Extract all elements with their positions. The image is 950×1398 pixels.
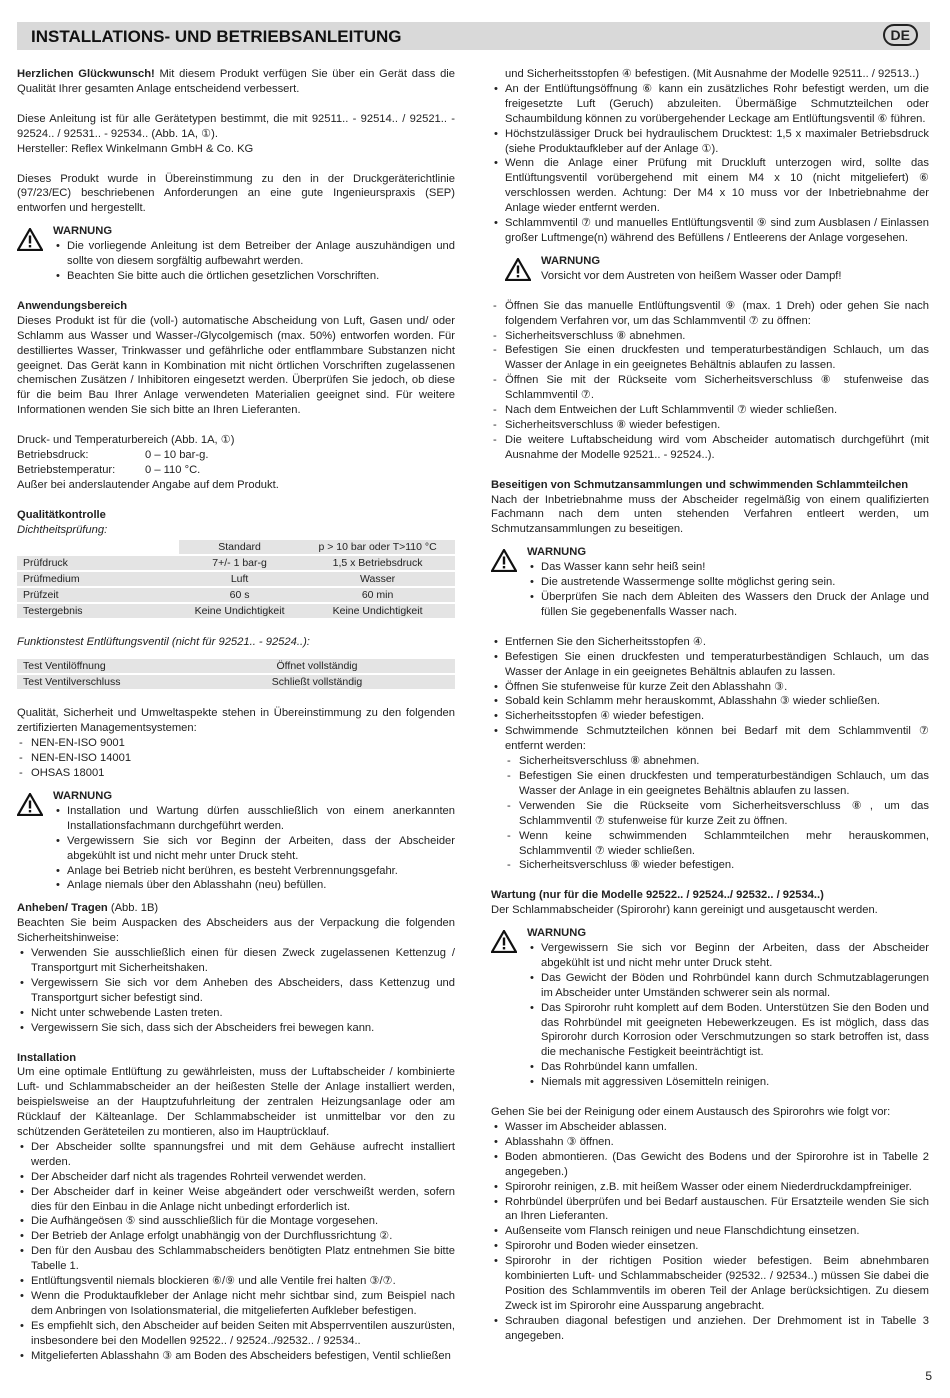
list-item: • Es empfiehlt sich, den Abscheider auf beiden Seiten mit Absperrventilen auszurüsten, insbesondere bei den Modellen 92522.. / 92524../92532.. / 92534.. — [17, 1319, 455, 1349]
manufacturer: Hersteller: Reflex Winkelmann GmbH & Co. KG — [17, 142, 254, 155]
table-cell: Prüfmedium — [17, 571, 179, 587]
warning-box-2 — [17, 789, 455, 893]
mgmt-list — [17, 736, 455, 781]
warning-list — [527, 941, 929, 1090]
op-pressure-value: 0 – 10 bar-g. — [145, 449, 209, 462]
warning-item: • Vergewissern Sie sich vor Beginn der Arbeiten, dass der Abscheider abgekühlt ist und nicht mehr unter Druck steht. — [527, 941, 929, 971]
list-item: - Nach dem Entweichen der Luft Schlammventil ⑦ wieder schließen. — [491, 403, 929, 418]
list-item: • Schwimmende Schmutzteilchen können bei Bedarf mit dem Schlammventil ⑦ entfernt werden: — [491, 724, 929, 754]
list-item: • Nicht unter schwebende Lasten treten. — [17, 1006, 455, 1021]
continued-text: und Sicherheitsstopfen ④ befestigen. (Mit Ausnahme der Modelle 92511.. / 92513..) — [505, 68, 920, 80]
warning-item: • Installation und Wartung dürfen ausschließlich von einem anerkannten Installationsfachmann durchgeführt werden. — [53, 804, 455, 834]
warning-item: • Das Rohrbündel kann umfallen. — [527, 1060, 929, 1075]
qc-heading: Qualitätkontrolle — [17, 508, 106, 521]
table-row — [17, 555, 455, 571]
list-item: - NEN-EN-ISO 9001 — [17, 736, 455, 751]
list-item: - Öffnen Sie mit der Rückseite vom Sicherheitsverschluss ⑧ stufenweise das Schlammventil ⑦. — [491, 373, 929, 403]
op-temp-value: 0 – 110 °C. — [145, 463, 201, 476]
warning-item: • Die austretende Wassermenge sollte möglichst gering sein. — [527, 575, 929, 590]
list-item: • Die Aufhängeösen ⑤ sind ausschließlich für die Montage vorgesehen. — [17, 1214, 455, 1229]
list-item: • Der Abscheider sollte spannungsfrei und mit dem Gehäuse aufrecht installiert werden. — [17, 1140, 455, 1170]
list-item: - Sicherheitsverschluss ⑧ abnehmen. — [491, 329, 929, 344]
list-item: • Sicherheitsstopfen ④ wieder befestigen. — [491, 709, 929, 724]
table-cell: Luft — [179, 571, 300, 587]
warning-text: Vorsicht vor dem Austreten von heißem Wasser oder Dampf! — [541, 269, 842, 282]
install-heading: Installation — [17, 1051, 77, 1064]
tightness-table — [17, 540, 455, 620]
scope-paragraph: Dieses Produkt ist für die (voll-) automatische Abscheidung von Luft, Gasen und/ oder Schlamm aus Wasser und Wasser-/Glycolgemisch (max. 50%) entworfen worden. Für destilliertes Wasser, Trinkwasser und gefährliche oder entflammbare Substanzen nicht geeignet. Das Gerät kann in Kombination mit nicht örtlichen Vorschriften zugelassenen chemischen Zusätzen / Inhibitoren eingesetzt werden. Überprüfen Sie jedoch, ob diese für die beim Bau Ihrer Anlage verwendeten Materialien geeignet sind. Für weitere Informationen wenden Sie sich bitte an Ihren Lieferanten. — [17, 314, 455, 417]
left-column — [17, 67, 455, 1364]
mgmt-paragraph: Qualität, Sicherheit und Umweltaspekte stehen in Übereinstimmung zu den folgenden zertifizierten Managementsystemen: — [17, 707, 455, 735]
warning-item: • Beachten Sie bitte auch die örtlichen gesetzlichen Vorschriften. — [53, 269, 455, 284]
op-temp-row — [17, 463, 455, 478]
list-item: • Außenseite vom Flansch reinigen und neue Flanschdichtung einsetzen. — [491, 1224, 929, 1239]
right-column — [491, 67, 929, 1344]
list-item: - NEN-EN-ISO 14001 — [17, 751, 455, 766]
warning-box-3 — [491, 254, 929, 284]
cleaning-paragraph: Gehen Sie bei der Reinigung oder einem Austausch des Spirorohrs wie folgt vor: — [491, 1106, 891, 1119]
list-item: • Befestigen Sie einen druckfesten und temperaturbeständigen Schlauch, um das Wasser der Anlage in ein geeignetes Behältnis ablaufen zu lassen. — [491, 650, 929, 680]
range-note: Außer bei anderslautender Angabe auf dem Produkt. — [17, 478, 279, 491]
list-item: - OHSAS 18001 — [17, 766, 455, 781]
install-paragraph: Um eine optimale Entlüftung zu gewährleisten, muss der Luftabscheider / kombinierte Luft- und Schlammabscheider an der heißesten Stelle der Anlage installiert werden, beispielsweise an der Hauptzufuhrleitung der zentralen Heizungsanlage oder am Rücklauf der Kälteanlage. Der Schlammabscheider ist unmittelbar vor den zu schützenden Geräteteilen zu montieren, also im Hauptrücklauf. — [17, 1066, 455, 1139]
warning-title: WARNUNG — [53, 790, 113, 802]
intro-bold: Herzlichen Glückwunsch! — [17, 68, 155, 80]
table-row — [17, 603, 455, 619]
table-row — [17, 571, 455, 587]
dirt-paragraph: Nach der Inbetriebnahme muss der Abscheider regelmäßig von einem qualifizierten Fachmann nach dem unten stehenden Verfahren entleert werden, um Schmutzansammlungen zu beseitigen. — [491, 493, 929, 536]
table-row — [17, 587, 455, 603]
install-list-continued — [491, 82, 929, 246]
table-cell: 60 s — [179, 587, 300, 603]
list-item: • Wasser im Abscheider ablassen. — [491, 1120, 929, 1135]
dirt-heading: Beseitigen von Schmutzansammlungen und schwimmenden Schlammteilchen — [491, 478, 909, 491]
table-header-row — [17, 540, 455, 555]
warning-item: • Das Wasser kann sehr heiß sein! — [527, 560, 929, 575]
table-cell: Test Ventilöffnung — [17, 659, 179, 674]
table-header-cell: p > 10 bar oder T>110 °C — [300, 540, 455, 555]
dirt-list — [491, 635, 929, 754]
warning-item: • Vergewissern Sie sich vor Beginn der Arbeiten, dass der Abscheider abgekühlt ist und nicht mehr unter Druck steht. — [53, 834, 455, 864]
table-cell: Öffnet vollständig — [179, 659, 455, 674]
list-item: • Den für den Ausbau des Schlammabscheiders benötigten Platz entnehmen Sie bitte Tabelle 1. — [17, 1244, 455, 1274]
page-header — [17, 22, 930, 50]
func-test-table — [17, 659, 455, 691]
page-number: 5 — [925, 1369, 932, 1384]
warning-icon — [491, 930, 517, 953]
warning-item: • Das Gewicht der Böden und Rohrbündel kann durch Schmutzablagerungen im Abscheider unter Umständen schwerer sein als normal. — [527, 971, 929, 1001]
table-cell: Keine Undichtigkeit — [300, 603, 455, 619]
warning-icon — [491, 549, 517, 572]
maintenance-paragraph: Der Schlammabscheider (Spirorohr) kann gereinigt und ausgetauscht werden. — [491, 904, 878, 917]
list-item: • Höchstzulässiger Druck bei hydraulischem Drucktest: 1,5 x maximaler Betriebsdruck (siehe Produktaufkleber auf der Anlage ①). — [491, 127, 929, 157]
list-item: • An der Entlüftungsöffnung ⑥ kann ein zusätzliches Rohr befestigt werden, um die freigesetzte Luft (Geruch) abzuleiten. Übermäßige Schmutzteilchen oder Schaumbildung können zu vorübergehender Leckage am Entlüftungsventil ⑥ führen. — [491, 82, 929, 127]
list-item: - Wenn keine schwimmenden Schlammteilchen mehr herauskommen, Schlammventil ⑦ wieder schließen. — [505, 829, 929, 859]
list-item: • Vergewissern Sie sich vor dem Anheben des Abscheiders, dass Kettenzug und Transportgurt sicher befestigt sind. — [17, 976, 455, 1006]
list-item: - Sicherheitsverschluss ⑧ wieder befestigen. — [491, 418, 929, 433]
range-heading: Druck- und Temperaturbereich (Abb. 1A, ①) — [17, 434, 235, 447]
table-cell: Prüfdruck — [17, 555, 179, 571]
warning-icon — [17, 228, 43, 251]
warning-box-4 — [491, 545, 929, 620]
table-cell: Wasser — [300, 571, 455, 587]
lift-heading: Anheben/ Tragen — [17, 902, 108, 915]
lift-heading-line — [17, 901, 455, 916]
warning-title: WARNUNG — [541, 254, 601, 267]
table-cell: Schließt vollständig — [179, 674, 455, 690]
list-item: - Befestigen Sie einen druckfesten und temperaturbeständigen Schlauch, um das Wasser der Anlage in ein geeignetes Behältnis ablaufen zu lassen. — [491, 343, 929, 373]
list-item: • Boden abmontieren. (Das Gewicht des Bodens und der Spirorohre ist in Tabelle 2 angegeben.) — [491, 1150, 929, 1180]
warning-box-5 — [491, 926, 929, 1090]
list-item: • Wenn die Anlage einer Prüfung mit Druckluft unterzogen wird, sollte das Entlüftungsventil vorübergehend mit einem M4 x 10 (nicht mitgeliefert) ⑥ verschlossen werden. Achtung: Der M4 x 10 muss vor der Inbetriebnahme der Anlage wieder entfernt werden. — [491, 156, 929, 216]
list-item: • Wenn die Produktaufkleber der Anlage nicht mehr sichtbar sind, zum Beispiel nach dem Anbringen von Isolationsmaterial, die mitgelieferten Aufkleber befestigen. — [17, 1289, 455, 1319]
conformity-paragraph: Dieses Produkt wurde in Übereinstimmung zu den in der Druckgeräterichtlinie (97/23/EC) beschriebenen Anforderungen an eine gute Ingenieurspraxis (SEP) entworfen und hergestellt. — [17, 172, 455, 215]
qc-subheading: Dichtheitsprüfung: — [17, 523, 108, 536]
list-item: • Sobald kein Schlamm mehr herauskommt, Ablasshahn ③ wieder schließen. — [491, 694, 929, 709]
warning-title: WARNUNG — [527, 927, 587, 940]
procedure-list — [491, 299, 929, 463]
warning-box-1 — [17, 224, 455, 284]
table-row — [17, 674, 455, 690]
list-item: • Schrauben diagonal befestigen und anziehen. Der Drehmoment ist in Tabelle 3 angegeben. — [491, 1314, 929, 1344]
warning-icon — [17, 793, 43, 816]
list-item: • Spirorohr in der richtigen Position wieder befestigen. Beim abnehmbaren kombinierten Luft- und Schlammabscheider (92532.. / 92534..) müssen Sie dabei die Position des Schlammventils im oberen Teil der Anlage berücksichtigen. Zu diesem Zweck ist im Spirorohr eine Aussparung angebracht. — [491, 1254, 929, 1314]
list-item: • Spirorohr reinigen, z.B. mit heißem Wasser oder einem Niederdruckdampfreiniger. — [491, 1180, 929, 1195]
table-cell: Testergebnis — [17, 603, 179, 619]
list-item: • Der Abscheider darf in keiner Weise abgeändert oder verschweißt werden, sofern dies für den Einbau in die Anlage nicht unbedingt erforderlich ist. — [17, 1185, 455, 1215]
list-item: • Der Betrieb der Anlage erfolgt unabhängig von der Durchflussrichtung ②. — [17, 1229, 455, 1244]
list-item: - Die weitere Luftabscheidung wird vom Abscheider automatisch durchgeführt (mit Ausnahme der Modelle 92521.. - 92524..). — [491, 433, 929, 463]
warning-item: • Niemals mit aggressiven Lösemitteln reinigen. — [527, 1075, 929, 1090]
warning-item: • Anlage bei Betrieb nicht berühren, es besteht Verbrennungsgefahr. — [53, 864, 455, 879]
table-cell: 7+/- 1 bar-g — [179, 555, 300, 571]
list-item: • Rohrbündel überprüfen und bei Bedarf austauschen. Für Ersatzteile wenden Sie sich an Ihren Lieferanten. — [491, 1195, 929, 1225]
list-item: • Mitgelieferten Ablasshahn ③ am Boden des Abscheiders befestigen, Ventil schließen — [17, 1349, 455, 1364]
list-item: - Befestigen Sie einen druckfesten und temperaturbeständigen Schlauch, um das Wasser der Anlage in ein geeignetes Behältnis ablaufen zu lassen. — [505, 769, 929, 799]
dirt-sub-list — [505, 754, 929, 873]
list-item: • Der Abscheider darf nicht als tragendes Rohrteil verwendet werden. — [17, 1170, 455, 1185]
list-item: - Sicherheitsverschluss ⑧ wieder befestigen. — [505, 858, 929, 873]
language-badge: DE — [883, 24, 918, 46]
list-item: - Verwenden Sie die Rückseite vom Sicherheitsverschluss ⑧, um das Schlammventil ⑦ stufenweise für kurze Zeit zu öffnen. — [505, 799, 929, 829]
list-item: • Ablasshahn ③ öffnen. — [491, 1135, 929, 1150]
table-cell: Keine Undichtigkeit — [179, 603, 300, 619]
op-temp-label: Betriebstemperatur: — [17, 463, 116, 476]
list-item: • Entlüftungsventil niemals blockieren ⑥/⑨ und alle Ventile frei halten ③/⑦. — [17, 1274, 455, 1289]
warning-list — [53, 239, 455, 284]
list-item: • Schlammventil ⑦ und manuelles Entlüftungsventil ⑨ sind zum Ausblasen / Einlassen großer Luftmenge(n) während des Befüllens / Entleerens der Anlage vorgesehen. — [491, 216, 929, 246]
table-row — [17, 659, 455, 674]
install-list — [17, 1140, 455, 1364]
list-item: - Sicherheitsverschluss ⑧ abnehmen. — [505, 754, 929, 769]
page-title: INSTALLATIONS- UND BETRIEBSANLEITUNG — [31, 27, 402, 46]
func-test-heading: Funktionstest Entlüftungsventil (nicht für 92521.. - 92524..): — [17, 635, 310, 648]
intro-paragraph — [17, 67, 455, 97]
table-cell: 60 min — [300, 587, 455, 603]
list-item: - Öffnen Sie das manuelle Entlüftungsventil ⑨ (max. 1 Dreh) oder gehen Sie nach folgendem Verfahren vor, um das Schlammventil ⑦ zu öffnen: — [491, 299, 929, 329]
warning-list — [527, 560, 929, 620]
warning-title: WARNUNG — [527, 546, 587, 559]
op-pressure-label: Betriebsdruck: — [17, 449, 89, 462]
warning-icon — [505, 258, 531, 281]
scope-heading: Anwendungsbereich — [17, 299, 128, 312]
warning-title: WARNUNG — [53, 225, 113, 238]
warning-item: • Die vorliegende Anleitung ist dem Betreiber der Anlage auszuhändigen und sollte von diesem sorgfältig aufbewahrt werden. — [53, 239, 455, 269]
table-cell: Prüfzeit — [17, 587, 179, 603]
warning-list — [53, 804, 455, 893]
list-item: • Spirorohr und Boden wieder einsetzen. — [491, 1239, 929, 1254]
lift-ref: (Abb. 1B) — [107, 902, 159, 915]
types-paragraph: Diese Anleitung ist für alle Gerätetypen bestimmt, die mit 92511.. - 92514.. / 92521.. - 92524.. / 92531.. - 92534.. (Abb. 1A, ①). — [17, 112, 455, 140]
warning-item: • Anlage niemals über den Ablasshahn (neu) befüllen. — [53, 878, 455, 893]
warning-item: • Überprüfen Sie nach dem Ableiten des Wassers den Druck der Anlage und füllen Sie gegebenenfalls Wasser nach. — [527, 590, 929, 620]
warning-item: • Das Spirorohr ruht komplett auf dem Boden. Unterstützen Sie den Boden und das Rohrbündel mit geeigneten Hebewerkzeugen. Es ist möglich, dass das Spirorohr durch Korrosion oder Verschmutzungen so stark betroffen ist, dass die mechanische Festigkeit beeinträchtigt ist. — [527, 1001, 929, 1061]
lift-list — [17, 946, 455, 1035]
list-item: • Verwenden Sie ausschließlich einen für diesen Zweck zugelassenen Kettenzug / Transportgurt mit Sicherheitshaken. — [17, 946, 455, 976]
list-item: • Entfernen Sie den Sicherheitsstopfen ④. — [491, 635, 929, 650]
table-header-cell: Standard — [179, 540, 300, 555]
table-cell: Test Ventilverschluss — [17, 674, 179, 690]
list-item: • Vergewissern Sie sich, dass sich der Abscheiders frei bewegen kann. — [17, 1021, 455, 1036]
maintenance-heading: Wartung (nur für die Modelle 92522.. / 92524../ 92532.. / 92534..) — [491, 889, 824, 902]
intro-text: Mit diesem Produkt verfügen Sie über ein Gerät dass die Qualität Ihrer gesamten Anlage entscheidend verbessert. — [17, 68, 456, 95]
lift-paragraph: Beachten Sie beim Auspacken des Abscheiders aus der Verpackung die folgenden Sicherheitshinweise: — [17, 917, 455, 945]
list-item: • Öffnen Sie stufenweise für kurze Zeit den Ablasshahn ③. — [491, 680, 929, 695]
op-pressure-row — [17, 448, 455, 463]
table-header-cell — [17, 540, 179, 555]
table-cell: 1,5 x Betriebsdruck — [300, 555, 455, 571]
cleaning-list — [491, 1120, 929, 1344]
